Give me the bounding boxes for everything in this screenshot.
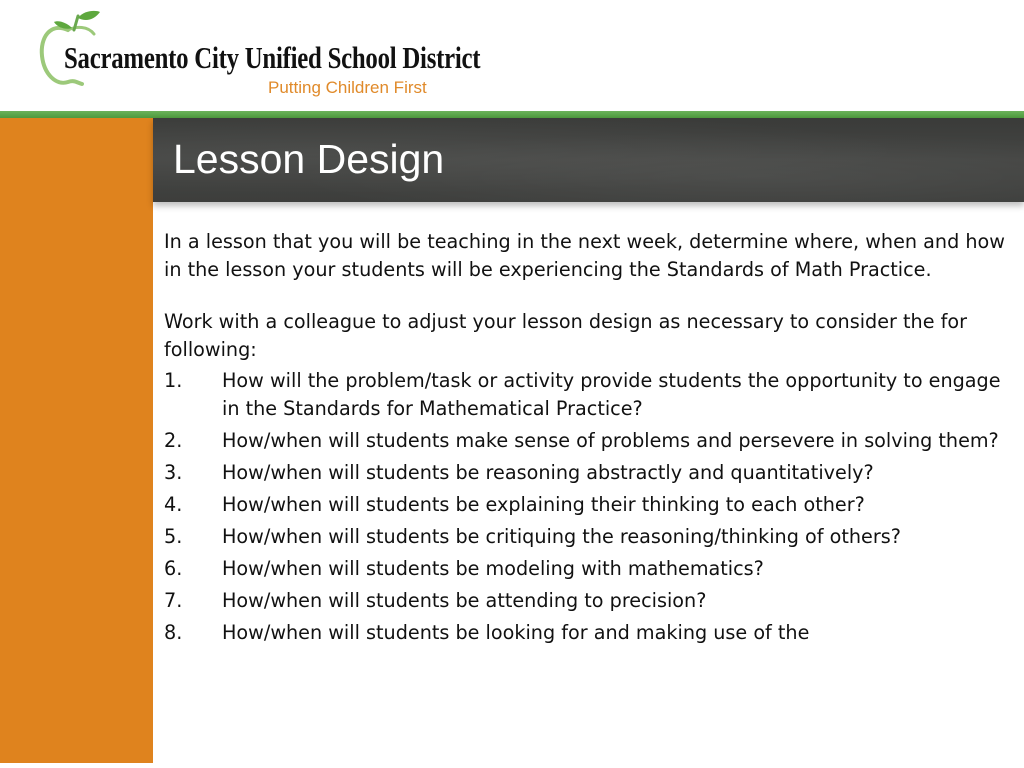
intro-paragraph: In a lesson that you will be teaching in the next week, determine where, when and how in the lesson your students will be experiencing the Standards of Math Practice. [164,230,1005,281]
item-number: 2. [164,428,183,452]
district-tagline: Putting Children First [268,78,427,97]
item-text: How/when will students be reasoning abstractly and quantitatively? [222,460,874,484]
list-item [164,523,1014,551]
slide-body [164,228,1014,651]
question-list [164,367,1014,646]
green-divider-bar [0,111,1024,118]
district-name: Sacramento City Unified School District [64,40,481,75]
item-number: 3. [164,460,183,484]
title-band [153,118,1024,202]
item-number: 7. [164,588,183,612]
list-item [164,491,1014,519]
item-number: 4. [164,492,183,516]
item-text: How/when will students be critiquing the reasoning/thinking of others? [222,524,901,548]
item-number: 8. [164,620,183,644]
list-item [164,555,1014,583]
item-text: How/when will students be looking for and making use of the [222,620,810,644]
slide-title: Lesson Design [173,136,445,182]
item-text: How/when will students be explaining their thinking to each other? [222,492,865,516]
item-text: How/when will students make sense of problems and persevere in solving them? [222,428,999,452]
instruction-paragraph: Work with a colleague to adjust your lesson design as necessary to consider the for following: [164,310,967,361]
item-number: 1. [164,369,183,392]
list-item [164,427,1014,455]
item-text: How/when will students be attending to precision? [222,588,707,612]
list-item [164,459,1014,487]
item-number: 6. [164,556,183,580]
district-logo-header [0,0,1024,111]
item-text: How will the problem/task or activity provide students the opportunity to engage in the Standards for Mathematical Practice? [222,369,1001,420]
item-number: 5. [164,524,183,548]
item-text: How/when will students be modeling with mathematics? [222,556,764,580]
list-item [164,619,1014,647]
list-item [164,367,1014,422]
orange-side-bar [0,118,153,763]
list-item [164,587,1014,615]
